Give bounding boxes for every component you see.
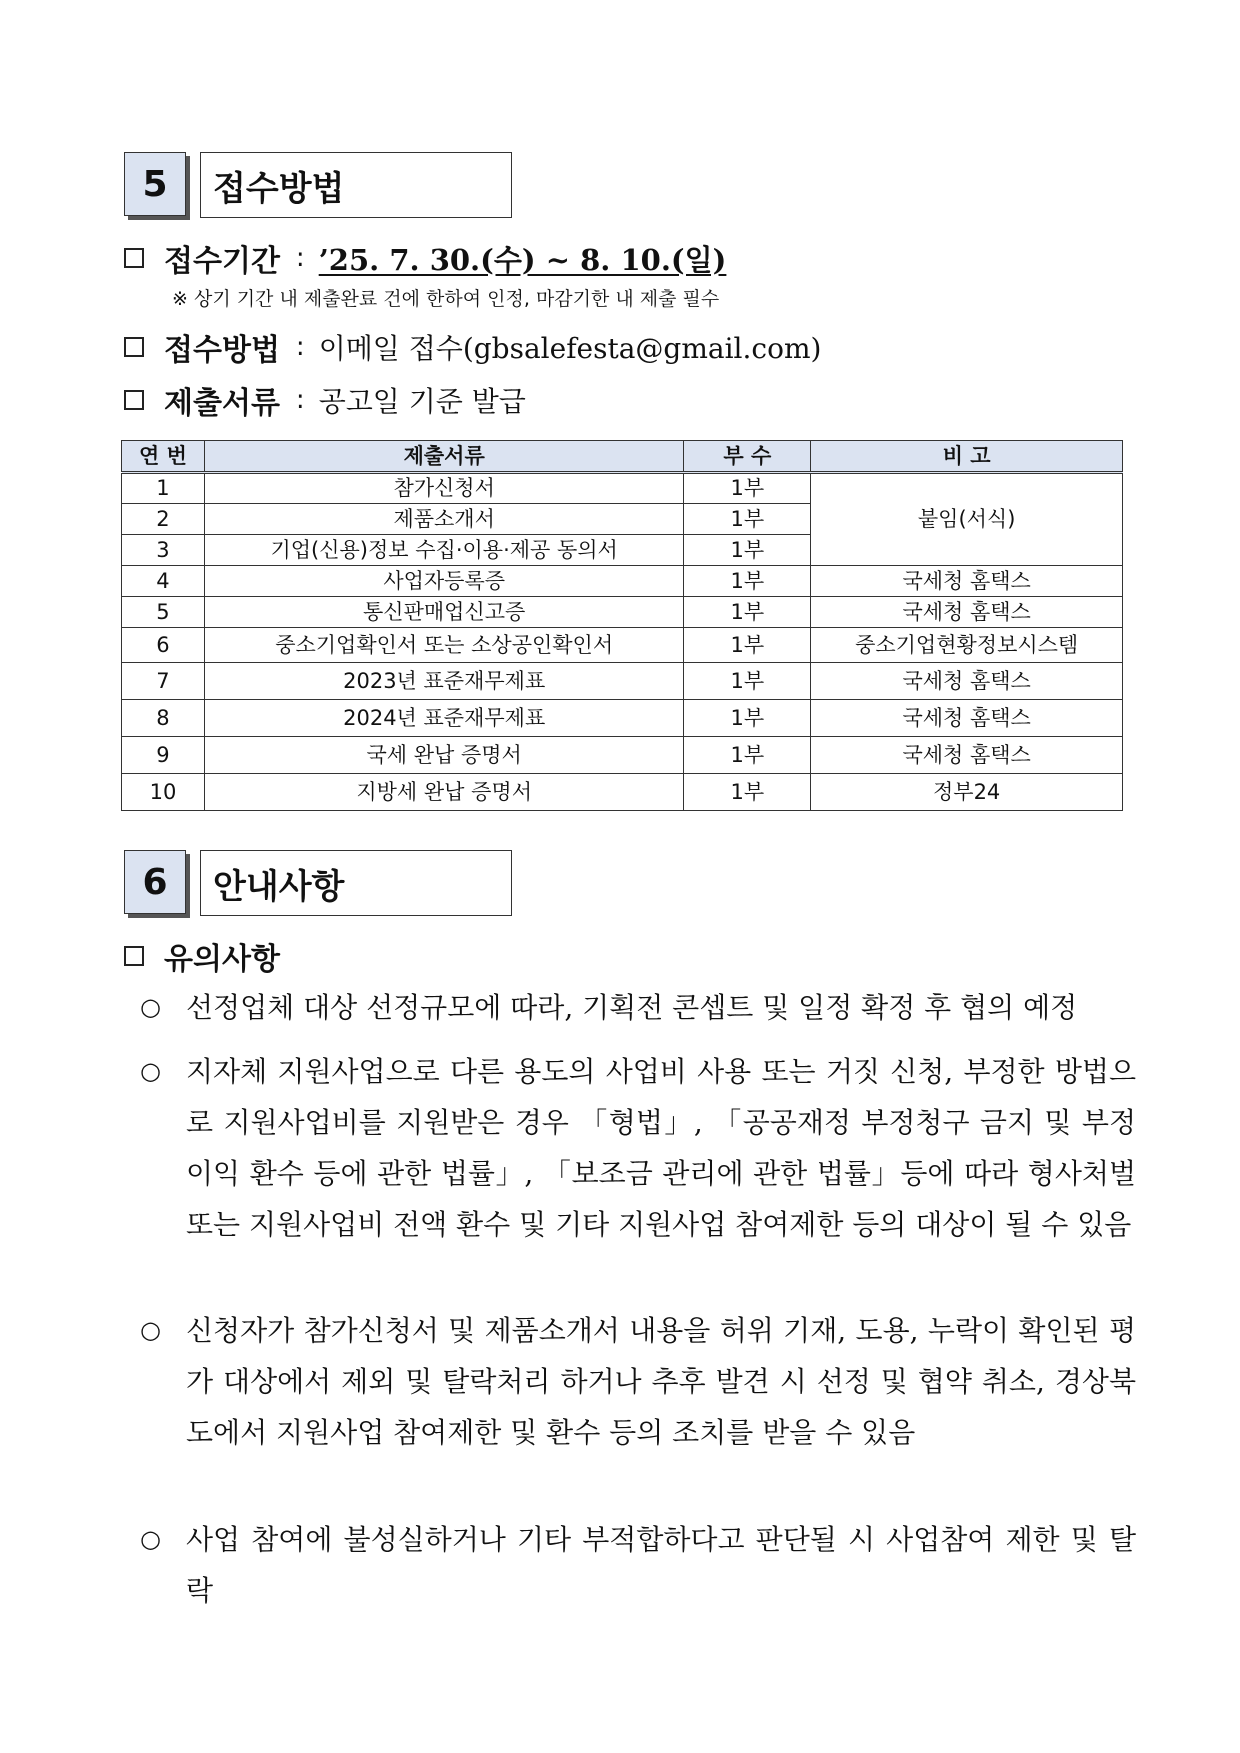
list-item-text: 신청자가 참가신청서 및 제품소개서 내용을 허위 기재, 도용, 누락이 확인된 평가 대상에서 제외 및 탈락처리 하거나 추후 발견 시 선정 및 협약 취소, 경상북도에서 지원사업 참여제한 및 환수 등의 조치를 받을 수 있음 (186, 1314, 1136, 1449)
table-row (122, 473, 1123, 504)
period-note: ※ 상기 기간 내 제출완료 건에 한하여 인정, 마감기한 내 제출 필수 (172, 288, 720, 310)
circle-bullet-icon: ○ (140, 1057, 161, 1085)
cell-document: 지방세 완납 증명서 (204, 774, 684, 811)
list-item-text: 지자체 지원사업으로 다른 용도의 사업비 사용 또는 거짓 신청, 부정한 방법으로 지원사업비를 지원받은 경우 「형법」, 「공공재정 부정청구 금지 및 부정이익 환수 등에 관한 법률」, 「보조금 관리에 관한 법률」등에 따라 형사처벌 또는 지원사업비 전액 환수 및 기타 지원사업 참여제한 등의 대상이 될 수 있음 (186, 1055, 1136, 1241)
cell-no: 8 (122, 700, 205, 737)
header-document: 제출서류 (204, 441, 684, 473)
cell-document: 기업(신용)정보 수집·이용·제공 동의서 (204, 535, 684, 566)
cell-note: 중소기업현황정보시스템 (811, 628, 1123, 663)
cell-no: 7 (122, 663, 205, 700)
cell-note: 국세청 홈택스 (811, 737, 1123, 774)
documents-table (121, 440, 1123, 811)
cell-document: 통신판매업신고증 (204, 597, 684, 628)
cell-copies: 1부 (684, 663, 811, 700)
circle-bullet-icon: ○ (140, 1316, 161, 1344)
cell-note: 국세청 홈택스 (811, 597, 1123, 628)
table-row (122, 737, 1123, 774)
period-colon: : (295, 243, 305, 273)
cell-no: 1 (122, 473, 205, 504)
table-header-row (122, 441, 1123, 473)
method-value: 이메일 접수(gbsalefesta@gmail.com) (318, 332, 822, 365)
cell-note: 정부24 (811, 774, 1123, 811)
checkbox-square-icon (124, 337, 144, 357)
cell-copies: 1부 (684, 597, 811, 628)
method-label: 접수방법 (164, 333, 280, 368)
cell-note: 붙임(서식) (811, 473, 1123, 566)
cell-no: 4 (122, 566, 205, 597)
cell-no: 9 (122, 737, 205, 774)
cell-note: 국세청 홈택스 (811, 700, 1123, 737)
list-item-text: 사업 참여에 불성실하거나 기타 부적합하다고 판단될 시 사업참여 제한 및 탈락 (186, 1523, 1136, 1607)
documents-label: 제출서류 (164, 386, 280, 421)
table-row (122, 566, 1123, 597)
cell-copies: 1부 (684, 774, 811, 811)
section-number: 6 (124, 850, 186, 914)
cell-document: 참가신청서 (204, 473, 684, 504)
header-copies: 부 수 (684, 441, 811, 473)
documents-value: 공고일 기준 발급 (318, 385, 526, 418)
cell-note: 국세청 홈택스 (811, 566, 1123, 597)
documents-line (124, 378, 526, 422)
cell-note: 국세청 홈택스 (811, 663, 1123, 700)
table-row (122, 774, 1123, 811)
method-colon: : (295, 332, 305, 362)
caution-line (124, 934, 280, 978)
section-number: 5 (124, 152, 186, 216)
table-row (122, 597, 1123, 628)
header-note: 비 고 (811, 441, 1123, 473)
cell-no: 6 (122, 628, 205, 663)
cell-document: 사업자등록증 (204, 566, 684, 597)
method-line (124, 325, 821, 369)
circle-bullet-icon: ○ (140, 993, 161, 1021)
period-label: 접수기간 (164, 244, 280, 279)
cell-copies: 1부 (684, 737, 811, 774)
section-title: 접수방법 (200, 152, 512, 218)
cell-copies: 1부 (684, 566, 811, 597)
cell-copies: 1부 (684, 504, 811, 535)
checkbox-square-icon (124, 946, 144, 966)
cell-document: 중소기업확인서 또는 소상공인확인서 (204, 628, 684, 663)
list-item-text: 선정업체 대상 선정규모에 따라, 기획전 콘셉트 및 일정 확정 후 협의 예정 (186, 991, 1078, 1024)
cell-document: 제품소개서 (204, 504, 684, 535)
checkbox-square-icon (124, 248, 144, 268)
cell-document: 2023년 표준재무제표 (204, 663, 684, 700)
documents-colon: : (295, 385, 305, 415)
cell-copies: 1부 (684, 473, 811, 504)
section-title: 안내사항 (200, 850, 512, 916)
cell-document: 2024년 표준재무제표 (204, 700, 684, 737)
circle-bullet-icon: ○ (140, 1525, 161, 1553)
cell-copies: 1부 (684, 628, 811, 663)
cell-no: 5 (122, 597, 205, 628)
caution-label: 유의사항 (164, 942, 280, 977)
period-line (124, 236, 726, 280)
table-row (122, 700, 1123, 737)
checkbox-square-icon (124, 390, 144, 410)
header-no: 연 번 (122, 441, 205, 473)
period-value: ’25. 7. 30.(수) ~ 8. 10.(일) (318, 242, 727, 277)
table-row (122, 628, 1123, 663)
cell-copies: 1부 (684, 700, 811, 737)
cell-document: 국세 완납 증명서 (204, 737, 684, 774)
cell-no: 3 (122, 535, 205, 566)
table-row (122, 663, 1123, 700)
cell-no: 10 (122, 774, 205, 811)
cell-no: 2 (122, 504, 205, 535)
cell-copies: 1부 (684, 535, 811, 566)
